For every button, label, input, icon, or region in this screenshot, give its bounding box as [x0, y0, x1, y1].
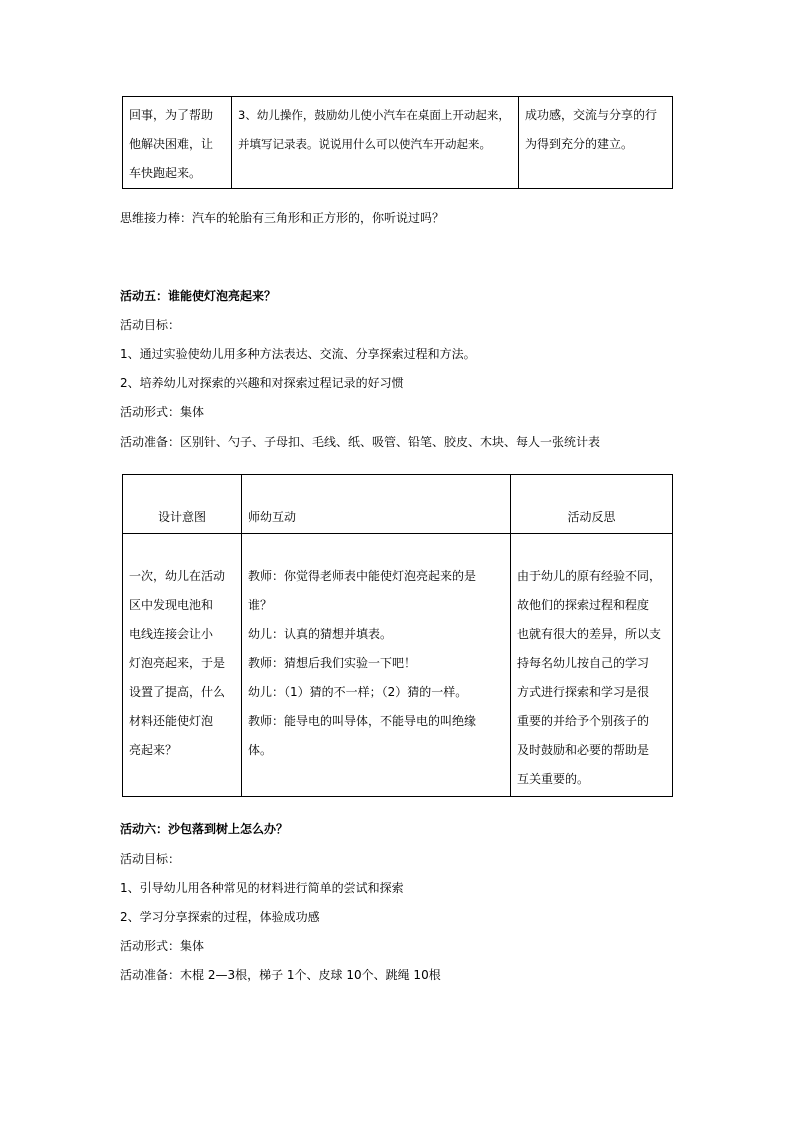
activity6-prep: 活动准备：木棍 2—3根，梯子 1个、皮球 10个、跳绳 10根 — [120, 968, 441, 982]
text-line: 一次，幼儿在活动 — [129, 569, 226, 583]
text-line: 材料还能使灯泡 — [129, 714, 214, 728]
activity5-title: 活动五：谁能使灯泡亮起来？ — [120, 289, 277, 303]
text-line: 区中发现电池和 — [129, 598, 214, 612]
design-intent-cell — [123, 534, 242, 797]
activity6-goal-label: 活动目标： — [120, 852, 181, 866]
text-line: 幼儿：（1）猜的不一样；（2）猜的一样。 — [248, 685, 468, 699]
activity6-goal-2: 2、学习分享探索的过程，体验成功感 — [120, 910, 320, 924]
text-line: 灯泡亮起来，于是 — [129, 656, 226, 670]
header-interaction — [242, 475, 511, 534]
text-line: 及时鼓励和必要的帮助是 — [517, 743, 650, 757]
text-line: 互关重要的。 — [517, 772, 590, 786]
text-line: 故他们的探索过程和程度 — [517, 598, 650, 612]
text-line: 教师：猜想后我们实验一下吧！ — [248, 656, 417, 670]
text-line: 3、幼儿操作，鼓励幼儿使小汽车在桌面上开动起来， — [238, 108, 510, 122]
reflection-cell — [519, 97, 673, 189]
text-line: 车快跑起来。 — [129, 166, 202, 180]
header-design-intent — [123, 475, 242, 534]
thinking-relay-text: 思维接力棒：汽车的轮胎有三角形和正方形的，你听说过吗？ — [120, 211, 445, 225]
interaction-cell — [232, 97, 519, 189]
text-line: 教师：能导电的叫导体，不能导电的叫绝缘 — [248, 714, 477, 728]
header-reflection — [511, 475, 673, 534]
text-line: 也就有很大的差异，所以支 — [517, 627, 662, 641]
activity6-title: 活动六：沙包落到树上怎么办？ — [120, 822, 289, 836]
header-label: 活动反思 — [567, 510, 616, 524]
text-line: 教师：你觉得老师表中能使灯泡亮起来的是 — [248, 569, 477, 583]
activity5-goal-2: 2、培养幼儿对探索的兴趣和对探索过程记录的好习惯 — [120, 376, 404, 390]
text-line: 体。 — [248, 743, 273, 757]
text-line: 幼儿：认真的猜想并填表。 — [248, 627, 393, 641]
activity-table-continued — [122, 96, 673, 189]
activity5-goal-1: 1、通过实验使幼儿用多种方法表达、交流、分享探索过程和方法。 — [120, 347, 476, 361]
header-label: 设计意图 — [157, 510, 206, 524]
activity5-form: 活动形式：集体 — [120, 405, 205, 419]
text-line: 持每名幼儿按自己的学习 — [517, 656, 650, 670]
header-label: 师幼互动 — [248, 510, 297, 524]
text-line: 回事，为了帮助 — [129, 108, 214, 122]
activity6-form: 活动形式：集体 — [120, 939, 205, 953]
activity5-table — [122, 474, 673, 797]
text-line: 并填写记录表。说说用什么可以使汽车开动起来。 — [238, 137, 491, 151]
text-line: 重要的并给予个别孩子的 — [517, 714, 650, 728]
activity5-goal-label: 活动目标： — [120, 318, 181, 332]
text-line: 为得到充分的建立。 — [525, 137, 634, 151]
text-line: 设置了提高，什么 — [129, 685, 226, 699]
text-line: 成功感，交流与分享的行 — [525, 108, 658, 122]
text-line: 亮起来？ — [129, 743, 178, 757]
reflection-cell — [511, 534, 673, 797]
text-line: 由于幼儿的原有经验不同， — [517, 569, 662, 583]
text-line: 电线连接会让小 — [129, 627, 214, 641]
text-line: 他解决困难，让 — [129, 137, 214, 151]
activity5-prep: 活动准备：区别针、勺子、子母扣、毛线、纸、吸管、铅笔、胶皮、木块、每人一张统计表 — [120, 435, 601, 449]
activity6-goal-1: 1、引导幼儿用各种常见的材料进行简单的尝试和探索 — [120, 881, 404, 895]
interaction-cell — [242, 534, 511, 797]
text-line: 谁？ — [248, 598, 273, 612]
text-line: 方式进行探索和学习是很 — [517, 685, 650, 699]
design-intent-cell — [123, 97, 232, 189]
